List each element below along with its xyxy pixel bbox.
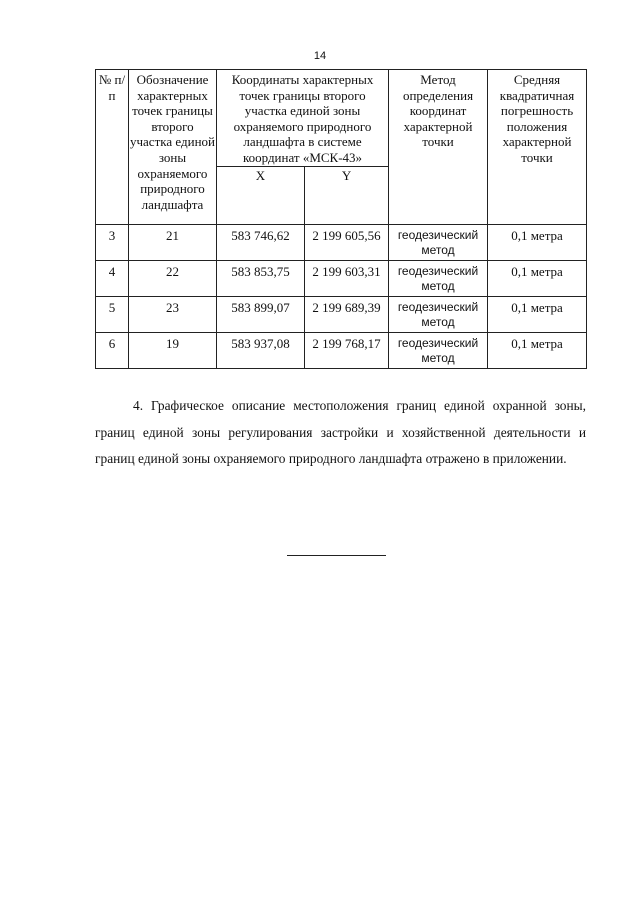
cell-num: 6 (96, 332, 129, 368)
cell-point: 23 (129, 296, 217, 332)
cell-error: 0,1 метра (488, 296, 587, 332)
table-row (96, 332, 587, 368)
cell-method: геодезический метод (389, 332, 488, 368)
cell-x: 583 899,07 (217, 296, 305, 332)
header-error: Средняя квадратичная погрешность положения характерной точки (488, 70, 587, 225)
cell-num: 5 (96, 296, 129, 332)
cell-error: 0,1 метра (488, 224, 587, 260)
header-x: X (217, 166, 305, 224)
cell-x: 583 937,08 (217, 332, 305, 368)
cell-error: 0,1 метра (488, 260, 587, 296)
cell-point: 21 (129, 224, 217, 260)
end-divider (287, 555, 386, 556)
cell-y: 2 199 689,39 (305, 296, 389, 332)
cell-x: 583 746,62 (217, 224, 305, 260)
table-row (96, 224, 587, 260)
cell-num: 4 (96, 260, 129, 296)
cell-method: геодезический метод (389, 224, 488, 260)
body-paragraph: 4. Графическое описание местоположения границ единой охранной зоны, границ единой зоны регулирования застройки и хозяйственной деятельности и границ единой зоны охраняемого природного ландшафта отражено в приложении. (95, 398, 586, 466)
table-row (96, 296, 587, 332)
cell-point: 22 (129, 260, 217, 296)
cell-y: 2 199 603,31 (305, 260, 389, 296)
header-num: № п/п (96, 70, 129, 225)
header-method: Метод определения координат характерной точки (389, 70, 488, 225)
page-number: 14 (313, 50, 327, 62)
cell-num: 3 (96, 224, 129, 260)
coordinates-table (95, 69, 587, 369)
cell-method: геодезический метод (389, 260, 488, 296)
cell-method: геодезический метод (389, 296, 488, 332)
header-coordinates: Координаты характерных точек границы второго участка единой зоны охраняемого природного ландшафта в системе координат «МСК-43» (217, 70, 389, 167)
cell-y: 2 199 768,17 (305, 332, 389, 368)
cell-error: 0,1 метра (488, 332, 587, 368)
cell-x: 583 853,75 (217, 260, 305, 296)
header-y: Y (305, 166, 389, 224)
header-designation: Обозначение характерных точек границы второго участка единой зоны охраняемого природного ландшафта (129, 70, 217, 225)
cell-y: 2 199 605,56 (305, 224, 389, 260)
table-row (96, 260, 587, 296)
cell-point: 19 (129, 332, 217, 368)
